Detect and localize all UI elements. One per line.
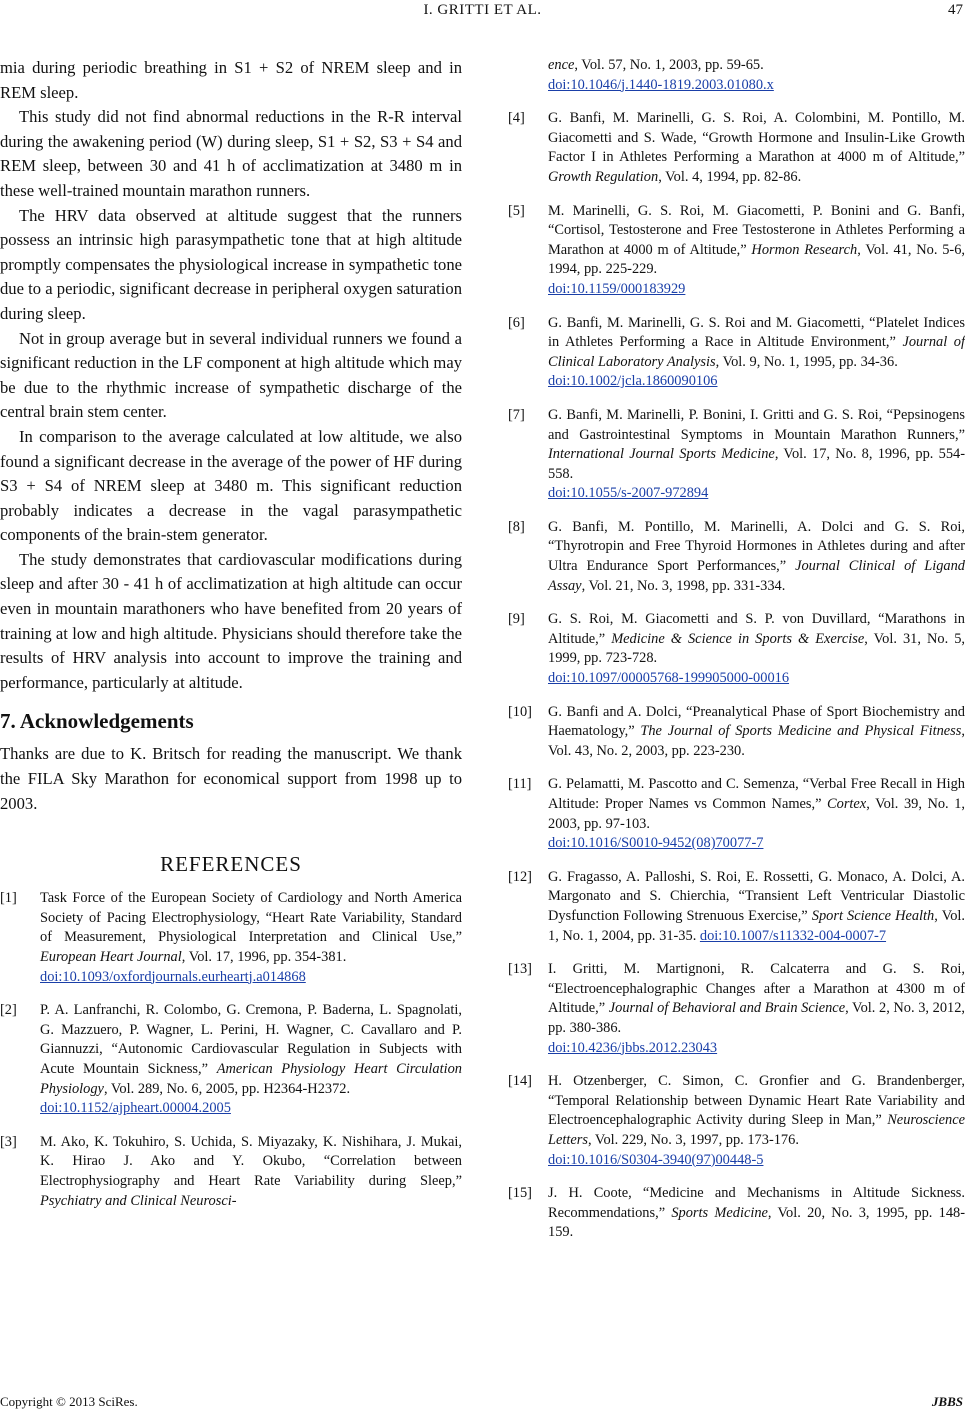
reference-item [0, 889, 462, 987]
reference-text: I. Gritti, M. Martignoni, R. Calcaterra and G. S. Roi, “Electroencephalographic Changes after a Marathon at 4300 m of Altitude,” [548, 961, 965, 1017]
reference-text: G. Banfi and A. Dolci, “Preanalytical Phase of Sport Biochemistry and Haematology,” [548, 703, 965, 740]
reference-number: [8] [508, 518, 525, 535]
reference-number: [2] [0, 1002, 17, 1019]
reference-number: [10] [508, 703, 532, 720]
acknowledgements-text: Thanks are due to K. Britsch for reading the manuscript. We thank the FILA Sky Marathon for economical support from 1998 up to 2003. [0, 744, 462, 813]
reference-number: [13] [508, 961, 532, 978]
reference-item [508, 406, 965, 504]
reference-item [508, 703, 965, 762]
page-footer [0, 1394, 965, 1412]
reference-tail: , Vol. 1, No. 1, 2004, pp. 31-35. [548, 907, 965, 944]
paragraph: The HRV data observed at altitude suggest that the runners possess an intrinsic high parasympathetic tone that at high altitude promptly compensates the physiological increase in sympathetic tone due to a periodic, significant decrease in peripheral oxygen saturation during sleep. [0, 205, 462, 323]
reference-tail: , Vol. 39, No. 1, 2003, pp. 97-103. [548, 796, 965, 832]
reference-tail: , Vol. 9, No. 1, 1995, pp. 34-36. [715, 353, 898, 370]
reference-journal: Hormon Research [751, 241, 858, 258]
reference-number: [4] [508, 110, 525, 127]
reference-text: G. Fragasso, A. Palloshi, S. Roi, E. Rossetti, G. Monaco, A. Dolci, A. Margonato and S. Chierchia, “Transient Left Ventricular Diastolic Dysfunction Following Strenuous Exercise,” [548, 868, 965, 924]
reference-text: M. Ako, K. Tokuhiro, S. Uchida, S. Miyazaky, K. Nishihara, J. Mukai, K. Hirao J. Ako and Y. Okubo, “Correlation between Electrophysiography and Heart Rate Variability during Sleep,” [40, 1133, 462, 1189]
running-title: I. GRITTI ET AL. [423, 2, 542, 18]
reference-item [508, 1184, 965, 1243]
paragraph: In comparison to the average calculated at low altitude, we also found a significant decrease in the average of the power of HF during S3 + S4 of NREM sleep at 3480 m. This significant reduction probably indicates a decrease in the vagal parasympathetic components of the brain-stem generator. [0, 426, 462, 545]
reference-item [508, 202, 965, 300]
reference-number: [15] [508, 1185, 532, 1202]
paragraph: This study did not find abnormal reductions in the R-R interval during the awakening period (W) during sleep, S1 + S2, S3 + S4 and REM sleep, between 30 and 41 h of acclimatization at 3480 m in these well-trained mountain marathon runners. [0, 107, 462, 200]
reference-doi-link[interactable]: doi:10.1093/oxfordjournals.eurheartj.a014868 [40, 968, 306, 985]
page-number: 47 [948, 2, 963, 18]
reference-doi-link[interactable]: doi:10.1159/000183929 [548, 280, 686, 297]
reference-doi-link[interactable]: doi:10.1016/S0010-9452(08)70077-7 [548, 835, 764, 852]
reference-journal: Growth Regulation [548, 168, 659, 185]
reference-tail: , Vol. 41, No. 5-6, 1994, pp. 225-229. [548, 241, 965, 278]
reference-doi-link[interactable]: doi:10.1152/ajpheart.00004.2005 [40, 1100, 231, 1117]
reference-tail: , Vol. 2, No. 3, 2012, pp. 380-386. [548, 1000, 965, 1036]
reference-number: [5] [508, 202, 525, 219]
reference-journal: European Heart Journal [40, 949, 182, 965]
reference-item [508, 1072, 965, 1170]
reference-item [508, 960, 965, 1058]
reference-journal: American Physiology Heart Circulation Physiology [40, 1060, 462, 1097]
reference-tail: , Vol. 43, No. 2, 2003, pp. 223-230. [548, 723, 965, 759]
reference-tail: , Vol. 4, 1994, pp. 82-86. [658, 168, 802, 185]
reference-journal: Journal of Clinical Laboratory Analysis [548, 334, 965, 370]
reference-text: G. Banfi, M. Marinelli, P. Bonini, I. Gritti and G. S. Roi, “Pepsinogens and Gastrointestinal Symptoms in Mountain Marathon Runners,” [548, 406, 965, 443]
reference-text: G. Banfi, M. Marinelli, G. S. Roi and M. Giacometti, “Platelet Indices in Athletes Performing a Race in Altitude Environment,” [548, 314, 965, 351]
reference-doi-link[interactable]: doi:10.4236/jbbs.2012.23043 [548, 1039, 718, 1056]
reference-item-continued [508, 56, 965, 95]
reference-tail: , Vol. 31, No. 5, 1999, pp. 723-728. [548, 630, 965, 667]
reference-number: [12] [508, 868, 532, 885]
paragraph: mia during periodic breathing in S1 + S2 of NREM sleep and in REM sleep. [0, 58, 462, 102]
reference-text: G. Banfi, M. Pontillo, M. Marinelli, A. Dolci and G. S. Roi, “Thyrotropin and Free Thyroid Hormones in Athletes during and after Ultra Endurance Sport Performances,” [548, 518, 965, 575]
left-column [0, 56, 462, 1225]
reference-journal: Journal Clinical of Ligand Assay [548, 558, 965, 594]
reference-journal: International Journal Sports Medicine [548, 446, 775, 463]
reference-journal: ence [548, 57, 575, 73]
reference-tail: , Vol. 20, No. 3, 1995, pp. 148-159. [548, 1204, 965, 1241]
reference-journal: Sports Medicine [671, 1204, 768, 1221]
reference-text: G. S. Roi, M. Giacometti and S. P. von Duvillard, “Marathons in Altitude,” [548, 611, 965, 647]
reference-text: G. Pelamatti, M. Pascotto and C. Semenza, “Verbal Free Recall in High Altitude: Proper Names vs Common Names,” [548, 776, 965, 812]
reference-number: [3] [0, 1133, 17, 1150]
reference-text: Task Force of the European Society of Cardiology and North America Society of Pacing Electrophysiology, “Heart Rate Variability, Standard of Measurement, Physiological Interpretation and Clinical Use,” [40, 890, 462, 946]
reference-journal: Cortex [827, 796, 867, 812]
reference-number: [9] [508, 611, 525, 628]
reference-tail: , Vol. 17, 1996, pp. 354-381. [181, 949, 347, 965]
reference-doi-link[interactable]: doi:10.1016/S0304-3940(97)00448-5 [548, 1151, 764, 1168]
reference-number: [14] [508, 1073, 532, 1090]
reference-tail: , Vol. 17, No. 8, 1996, pp. 554-558. [548, 446, 965, 482]
reference-text: M. Marinelli, G. S. Roi, M. Giacometti, P. Bonini and G. Banfi, “Cortisol, Testosterone and Free Testosterone in Athletes Performing a Marathon at 4000 m of Altitude,” [548, 202, 965, 258]
right-column [508, 0, 965, 1257]
references-heading: REFERENCES [160, 852, 302, 877]
reference-item [508, 314, 965, 392]
reference-item [508, 109, 965, 187]
reference-tail: , Vol. 229, No. 3, 1997, pp. 173-176. [587, 1131, 799, 1148]
reference-text: G. Banfi, M. Marinelli, G. S. Roi, A. Colombini, M. Pontillo, M. Giacometti and S. Wade, “Growth Hormone and Insulin-Like Growth Factor I in Athletes Performing a Marathon at 4000 m of Altitude,” [548, 110, 965, 166]
reference-tail: , Vol. 21, No. 3, 1998, pp. 331-334. [581, 577, 786, 594]
reference-tail: , Vol. 289, No. 6, 2005, pp. H2364-H2372. [103, 1080, 351, 1097]
reference-item [508, 775, 965, 853]
journal-abbrev: JBBS [931, 1394, 963, 1409]
reference-number: [7] [508, 406, 525, 423]
reference-item [508, 868, 965, 946]
paragraph: The study demonstrates that cardiovascular modifications during sleep and after 30 - 41 h of acclimatization at high altitude can occur even in mountain marathoners who have benefited from 20 years of training at low and high altitude. Physicians should therefore take the results of HRV analysis into account to improve the training and performance, particularly at altitude. [0, 549, 462, 692]
reference-doi-link[interactable]: doi:10.1007/s11332-004-0007-7 [699, 927, 887, 944]
reference-text: H. Otzenberger, C. Simon, C. Gronfier and G. Brandenberger, “Temporal Relationship between Dynamic Heart Rate Variability and Electroencephalographic Activity during Sleep in Man,” [548, 1073, 965, 1129]
reference-journal: Medicine & Science in Sports & Exercise [611, 630, 865, 647]
reference-tail: , Vol. 57, No. 1, 2003, pp. 59-65. [574, 57, 764, 73]
reference-item [0, 1133, 462, 1211]
reference-doi-link[interactable]: doi:10.1055/s-2007-972894 [548, 485, 709, 502]
reference-number: [1] [0, 890, 17, 907]
reference-journal: Journal of Behavioral and Brain Science [608, 1000, 846, 1017]
reference-doi-link[interactable]: doi:10.1046/j.1440-1819.2003.01080.x [548, 76, 774, 93]
reference-doi-link[interactable]: doi:10.1097/00005768-199905000-00016 [548, 670, 790, 687]
reference-text: J. H. Coote, “Medicine and Mechanisms in Altitude Sickness. Recommendations,” [548, 1185, 965, 1221]
reference-journal: Sport Science Health [811, 907, 935, 924]
reference-journal: The Journal of Sports Medicine and Physical Fitness [640, 723, 962, 740]
acknowledgements-heading: 7. Acknowledgements [0, 709, 194, 734]
paragraph: Not in group average but in several individual runners we found a significant reduction in the LF component at high altitude which may be due to the rhythmic increase of sympathetic discharge of the central brain stem center. [0, 328, 462, 422]
reference-number: [6] [508, 314, 525, 331]
reference-text: P. A. Lanfranchi, R. Colombo, G. Cremona, P. Baderna, L. Spagnolati, G. Mazzuero, P. Wagner, L. Perini, H. Wagner, C. Cavallaro and P. Giannuzzi, “Autonomic Cardiovascular Regulation in Subjects with Acute Mountain Sickness,” [40, 1002, 462, 1077]
copyright-text: Copyright © 2013 SciRes. [0, 1394, 138, 1409]
reference-item [0, 1001, 462, 1119]
reference-doi-link[interactable]: doi:10.1002/jcla.1860090106 [548, 373, 718, 390]
reference-journal: Neuroscience Letters [548, 1112, 965, 1148]
reference-item [508, 610, 965, 688]
reference-journal: Psychiatry and Clinical Neurosci- [40, 1192, 237, 1209]
reference-number: [11] [508, 776, 532, 793]
reference-item [508, 518, 965, 596]
